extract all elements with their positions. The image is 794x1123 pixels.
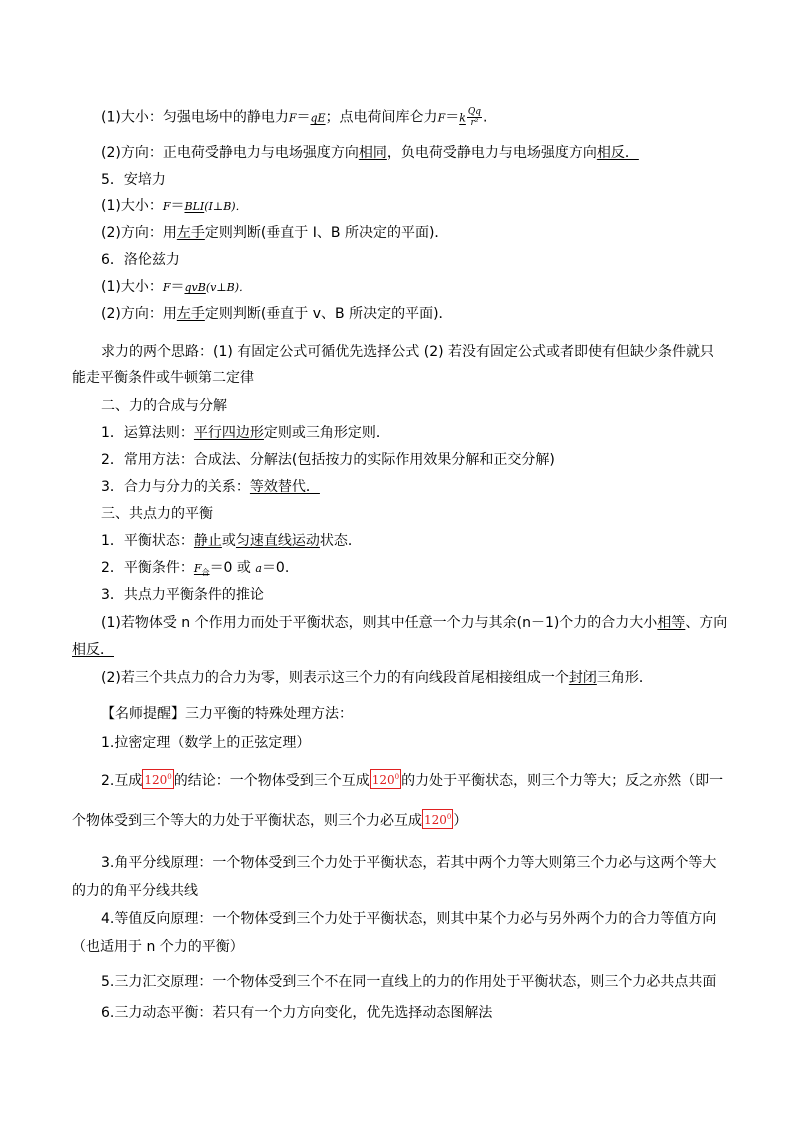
- force-approach-line-2: 能走平衡条件或牛顿第二定律: [72, 370, 254, 386]
- text: 定则判断(垂直于 v、B 所决定的平面)．: [204, 306, 453, 322]
- tip-angle-bisector-line-2: 的力的角平分线共线: [72, 883, 198, 899]
- answer-closed: 封闭: [568, 670, 597, 686]
- corollary-2: [101, 668, 653, 688]
- text: (1)大小：: [101, 198, 163, 214]
- fraction-denominator: r²: [470, 118, 479, 128]
- angle-value: 120: [371, 773, 395, 787]
- text: 状态．: [319, 533, 362, 549]
- answer-left-hand: 左手: [176, 225, 205, 241]
- answer-static: 静止: [193, 533, 222, 549]
- answer-left-hand: 左手: [176, 306, 205, 322]
- text: 1．平衡状态：: [101, 533, 194, 549]
- formula-qvb: qvB: [184, 281, 206, 294]
- coulomb-fraction: [467, 107, 482, 128]
- text: ＝0 或: [209, 560, 256, 576]
- composition-methods: 2．常用方法：合成法、分解法(包括按力的实际作用效果分解和正交分解): [101, 452, 555, 468]
- text: (2)方向：用: [101, 306, 177, 322]
- symbol-f: F: [193, 562, 202, 575]
- text: .: [483, 109, 488, 126]
- section-equilibrium-heading: 三、共点力的平衡: [101, 506, 213, 522]
- lorentz-force-direction: [101, 304, 453, 324]
- answer-parallelogram: 平行四边形: [193, 425, 264, 441]
- tip-lami-theorem: 1.拉密定理（数学上的正弦定理）: [101, 735, 311, 751]
- composition-rule: [101, 423, 390, 443]
- text: (2)若三个共点力的合力为零，则表示这三个力的有向线段首尾相接组成一个: [101, 670, 569, 686]
- lorentz-force-heading: 6．洛伦兹力: [101, 252, 180, 268]
- text: 定则判断(垂直于 I、B 所决定的平面)．: [204, 225, 449, 241]
- text: 2.互成: [101, 773, 143, 789]
- text: 个物体受到三个等大的力处于平衡状态，则三个力必互成: [72, 813, 422, 829]
- corollary-1-line-2: [72, 640, 114, 660]
- expert-tip-heading: 【名师提醒】三力平衡的特殊处理方法：: [101, 706, 353, 722]
- equals: ＝: [445, 109, 460, 126]
- text: 定则或三角形定则．: [263, 425, 390, 441]
- answer-uniform-motion: 匀速直线运动: [235, 533, 320, 549]
- formula-qe: qE: [310, 111, 326, 125]
- degree-mark: 0: [394, 773, 400, 781]
- symbol-k: k: [459, 111, 466, 125]
- text: 的力处于平衡状态，则三个力等大；反之亦然（即一: [401, 773, 724, 789]
- fraction-numerator: Qq: [467, 107, 482, 117]
- tip-angle-bisector-line-1: 3.角平分线原理：一个物体受到三个力处于平衡状态，若其中两个力等大则第三个力必与这两个等大: [101, 855, 717, 871]
- tip-concurrent-forces: 5.三力汇交原理：一个物体受到三个不在同一直线上的力的作用处于平衡状态，则三个力必共点共面: [101, 974, 717, 990]
- text: ＝0.: [261, 560, 290, 576]
- condition: (v⊥B)．: [205, 281, 251, 294]
- text: 1．运算法则：: [101, 425, 194, 441]
- degree-mark: 0: [167, 773, 172, 781]
- text: ；点电荷间库仑力: [325, 109, 438, 126]
- corollary-1-line-1: [101, 613, 727, 633]
- force-approach-line-1: 求力的两个思路：(1) 有固定公式可循优先选择公式 (2) 若没有固定公式或者即使有但缺少条件就只: [101, 344, 715, 360]
- answer-opposite: 相反．: [596, 145, 639, 161]
- text: 三角形．: [596, 670, 653, 686]
- text: 3．合力与分力的关系：: [101, 479, 250, 495]
- section-composition-heading: 二、力的合成与分解: [101, 398, 227, 414]
- angle-value: 120: [144, 773, 168, 787]
- condition: (I⊥B)．: [204, 200, 247, 213]
- tip-120-line-2: [72, 809, 467, 831]
- ampere-force-heading: 5．安培力: [101, 172, 166, 188]
- text: (2)方向：用: [101, 225, 177, 241]
- tip-120-line-1: [101, 769, 723, 791]
- equilibrium-state: [101, 531, 362, 551]
- symbol-f: F: [162, 281, 171, 294]
- text: 的结论：一个物体受到三个互成: [173, 773, 370, 789]
- angle-value: 120: [424, 813, 447, 827]
- degree-mark: 0: [446, 813, 452, 821]
- tip-equal-opposite-line-1: 4.等值反向原理：一个物体受到三个力处于平衡状态，则其中某个力必与另外两个力的合力等值方向: [101, 911, 717, 927]
- symbol-f: F: [437, 111, 446, 125]
- text: 2．平衡条件：: [101, 560, 194, 576]
- text: (2)方向：正电荷受静电力与电场强度方向: [101, 145, 359, 161]
- equals: ＝: [170, 279, 185, 295]
- symbol-f: F: [288, 111, 297, 125]
- text: (1)大小：: [101, 279, 163, 295]
- text: ，负电荷受静电力与电场强度方向: [386, 145, 597, 161]
- answer-equivalent: 等效替代．: [249, 479, 320, 495]
- text: (1)大小：匀强电场中的静电力: [101, 109, 289, 126]
- angle-120-box: [142, 769, 173, 789]
- symbol-f: F: [162, 200, 171, 213]
- answer-same: 相同: [358, 145, 387, 161]
- tip-dynamic-equilibrium: 6.三力动态平衡：若只有一个力方向变化，优先选择动态图解法: [101, 1005, 493, 1021]
- text: ）: [453, 813, 468, 829]
- text: 、方向: [685, 615, 728, 631]
- answer-equal: 相等: [657, 615, 686, 631]
- symbol-a: a: [255, 562, 262, 575]
- ampere-force-direction: [101, 223, 448, 243]
- resultant-relation: [101, 477, 320, 497]
- formula-bli: BLI: [184, 200, 205, 213]
- equilibrium-corollary-heading: 3．共点力平衡条件的推论: [101, 587, 264, 603]
- electric-force-direction: [101, 143, 639, 163]
- angle-120-box: [422, 809, 453, 829]
- ampere-force-magnitude: [101, 196, 247, 217]
- subscript-net: 合: [201, 568, 210, 577]
- lorentz-force-magnitude: [101, 277, 250, 298]
- equals: ＝: [170, 198, 185, 214]
- text: (1)若物体受 n 个作用力而处于平衡状态，则其中任意一个力与其余(n－1)个力的合力大小: [101, 615, 658, 631]
- electric-force-magnitude: [101, 107, 487, 129]
- angle-120-box: [370, 769, 401, 789]
- tip-equal-opposite-line-2: （也适用于 n 个力的平衡）: [72, 939, 244, 955]
- text: 或: [221, 533, 236, 549]
- equilibrium-condition: [101, 558, 289, 583]
- equals: ＝: [296, 109, 311, 126]
- answer-opposite: 相反．: [72, 642, 114, 658]
